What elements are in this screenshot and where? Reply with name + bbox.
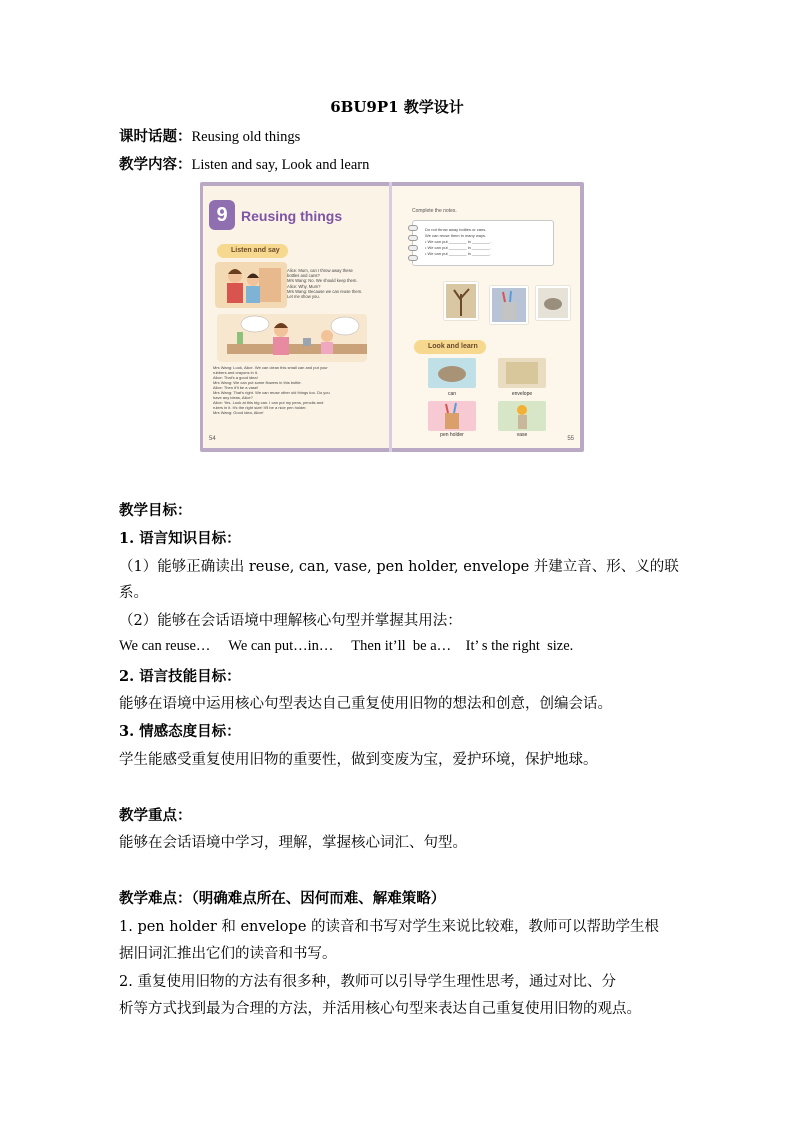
binder-ring xyxy=(408,235,418,241)
difficult-point-2-line1: 2. 重复使用旧物的方法有很多种，教师可以引导学生理性思考，通过对比、分 xyxy=(119,974,616,990)
goal3-heading: 3. 情感态度目标： xyxy=(119,723,241,740)
kitchen-illustration xyxy=(217,314,367,362)
content-line xyxy=(119,153,369,174)
difficult-point-2-line2: 析等方式找到最为合理的方法，并活用核心句型来表达自己重复使用旧物的观点。 xyxy=(119,1001,641,1017)
dialogue-line: Alice: That's a good idea! xyxy=(213,375,258,380)
dialogue-line: rubbers and crayons in it. xyxy=(213,370,258,375)
notes-card xyxy=(412,220,554,266)
goal1-item2: （2）能够在会话语境中理解核心句型并掌握其用法： xyxy=(119,613,462,629)
textbook-image xyxy=(200,182,584,452)
dialogue-2 xyxy=(213,365,385,415)
word-card-pen-holder xyxy=(428,401,476,431)
binder-ring xyxy=(408,225,418,231)
difficult-points-heading: 教学难点：（明确难点所在、因何而难、解难策略） xyxy=(119,890,446,907)
document-title: 6BU9P1 教学设计 xyxy=(330,98,464,116)
dialogue-line: have any ideas, Alice? xyxy=(213,395,253,400)
dialogue-line: Alice: Yes. Look at this big can. I can put my pens, pencils and xyxy=(213,400,324,405)
dialogue-line: Mrs Wang: Because we can reuse them. xyxy=(287,288,363,294)
word-card-envelope xyxy=(498,358,546,388)
goal3-text: 学生能感受重复使用旧物的重要性，做到变废为宝，爱护环境，保护地球。 xyxy=(119,752,598,768)
look-and-learn-banner: Look and learn xyxy=(414,340,486,354)
scene-1-illustration xyxy=(215,262,287,308)
notes-line: • We can put ________ in ________. xyxy=(425,251,491,256)
word-envelope: envelope xyxy=(511,391,533,397)
dialogue-line: Alice: Then it'll be a vase! xyxy=(213,385,259,390)
dialogue-line: Mrs Wang: We can put some flowers in this bottle. xyxy=(213,380,302,385)
dialogue-line: Alice: Mum, can I throw away these xyxy=(287,268,353,273)
unit-title: Reusing things xyxy=(241,208,343,224)
notes-line: • We can put ________ in ________. xyxy=(425,239,491,244)
can-picture xyxy=(428,358,476,388)
unit-number-badge: 9 xyxy=(209,200,235,230)
vase-picture xyxy=(498,401,546,431)
goal1-patterns: We can reuse… We can put…in… Then it’ll be a… It’ s the right size. xyxy=(119,638,574,654)
goals-heading: 教学目标： xyxy=(119,502,192,519)
topic-line xyxy=(119,125,300,146)
key-points-text: 能够在会话语境中学习，理解，掌握核心词汇、句型。 xyxy=(119,835,467,851)
right-page-number: 55 xyxy=(567,436,574,442)
textbook-left-page xyxy=(203,186,389,448)
left-page-number: 54 xyxy=(209,436,216,442)
dialogue-line: Mrs Wang: Good idea, Alice! xyxy=(213,410,264,415)
topic-label: 课时话题： xyxy=(119,128,192,145)
pen-holder-picture xyxy=(428,401,476,431)
content-value: Listen and say, Look and learn xyxy=(191,157,370,173)
notes-line: We can reuse them in many ways. xyxy=(425,233,487,238)
goal1-item1-line2: 系。 xyxy=(119,585,148,601)
pens-photo xyxy=(492,288,526,322)
word-vase: vase xyxy=(516,432,528,438)
dialogue-1 xyxy=(287,268,387,299)
binder-ring xyxy=(408,255,418,261)
family-illustration xyxy=(215,262,287,308)
binder-ring xyxy=(408,245,418,251)
photo-can xyxy=(536,286,570,320)
listen-and-say-banner: Listen and say xyxy=(217,244,288,258)
key-points-heading: 教学重点： xyxy=(119,807,192,824)
word-pen-holder: pen holder xyxy=(440,432,464,438)
envelope-picture xyxy=(498,358,546,388)
notes-line: • We can put ________ in ________. xyxy=(425,245,491,250)
difficult-point-1-line2: 据旧词汇推出它们的读音和书写。 xyxy=(119,946,337,962)
dialogue-line: rulers in it. It's the right size! It'll be a nice pen holder. xyxy=(213,405,307,410)
scene-2-illustration xyxy=(217,314,367,362)
word-card-can xyxy=(428,358,476,388)
word-can: can xyxy=(447,391,457,397)
dialogue-line: Mrs Wang: That's right. We can reuse other old things too. Do you xyxy=(213,390,330,395)
dialogue-line: bottles and cans? xyxy=(287,273,320,279)
goal1-item1-line1: （1）能够正确读出 reuse, can, vase, pen holder, envelope 并建立音、形、义的联 xyxy=(119,559,679,575)
dialogue-line: Alice: Why, Mum? xyxy=(287,283,321,289)
notes-text xyxy=(425,227,551,257)
topic-value: Reusing old things xyxy=(191,129,301,145)
dialogue-line: Let me show you. xyxy=(287,294,320,300)
goal2-text: 能够在语境中运用核心句型表达自己重复使用旧物的想法和创意，创编会话。 xyxy=(119,696,612,712)
complete-notes-instruction: Complete the notes. xyxy=(412,208,457,214)
content-label: 教学内容： xyxy=(119,156,192,173)
word-card-vase xyxy=(498,401,546,431)
dialogue-line: Mrs Wang: No. We should keep them. xyxy=(287,278,358,284)
branch-photo xyxy=(446,284,476,318)
dialogue-line: Mrs Wang: Look, Alice. We can clean this small can and put your xyxy=(213,365,328,370)
goal2-heading: 2. 语言技能目标： xyxy=(119,668,241,685)
photo-pens xyxy=(490,286,528,324)
difficult-point-1-line1: 1. pen holder 和 envelope 的读音和书写对学生来说比较难，教师可以帮助学生根 xyxy=(119,919,660,935)
can-photo xyxy=(538,288,568,318)
textbook-right-page xyxy=(392,186,580,448)
goal1-heading: 1. 语言知识目标： xyxy=(119,530,241,547)
notes-line: Do not throw away bottles or cans. xyxy=(425,227,487,232)
photo-branch xyxy=(444,282,478,320)
